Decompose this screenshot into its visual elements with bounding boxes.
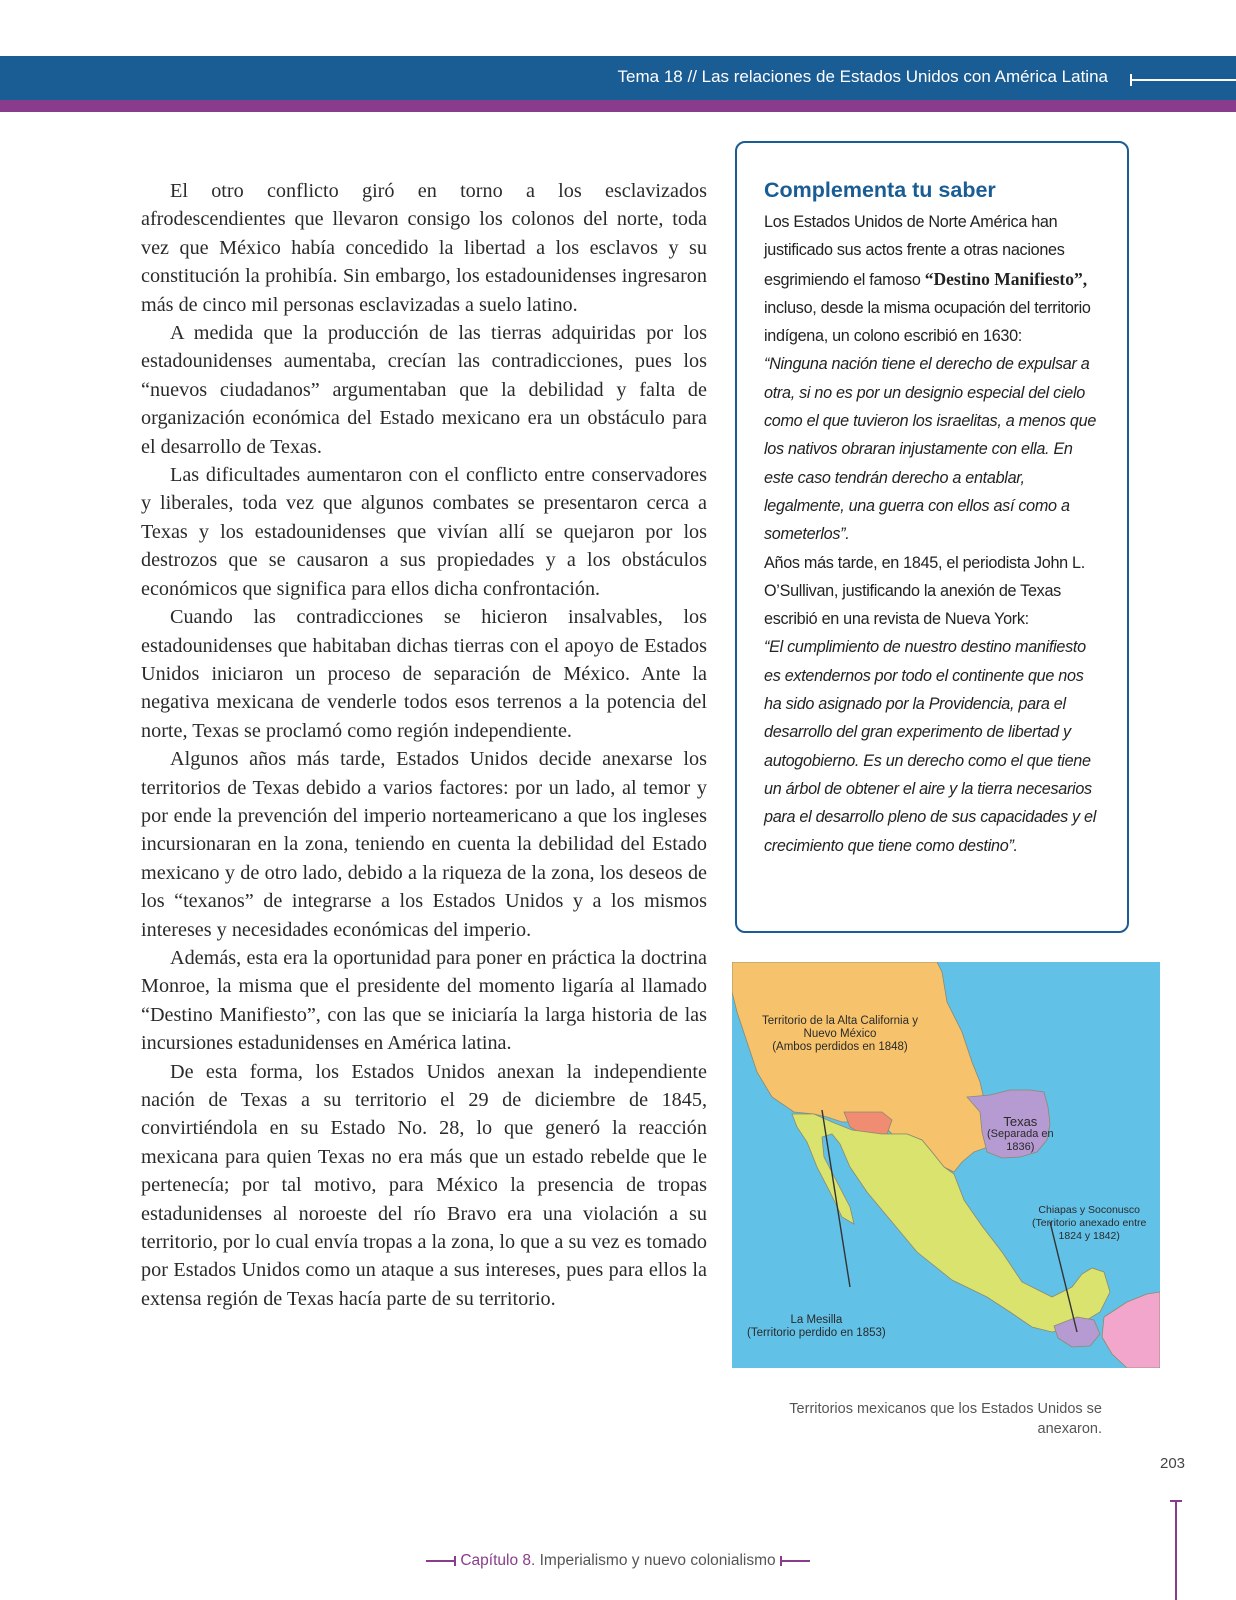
map-label-line: (Ambos perdidos en 1848)	[772, 1041, 908, 1053]
sidebar-quote-1630: “Ninguna nación tiene el derecho de expulsar a otra, si no es por un designio especial del cielo como el que tuvieron los israelitas, a menos que los nativos obraran injustamente con ella. En este caso tendrán derecho a entablar, legalmente, una guerra con ellos así como a someterlos”.	[764, 355, 1097, 544]
map-label-line: 1836)	[1006, 1141, 1035, 1153]
footer-chapter: Capítulo 8.	[460, 1552, 536, 1569]
body-paragraph: Además, esta era la oportunidad para poner en práctica la doctrina Monroe, la misma que el presidente del momento ligaría al llamado “Destino Manifiesto”, con las que se iniciaría la larga historia de las incursiones estadunidenses en América latina.	[141, 946, 707, 1055]
map-label-line: Nuevo México	[803, 1028, 877, 1040]
sidebar-middle-text: Años más tarde, en 1845, el periodista John L. O’Sullivan, justificando la anexión de Texas escribió en una revista de Nueva York:	[764, 553, 1085, 629]
figure-caption: Territorios mexicanos que los Estados Unidos se anexaron.	[789, 1401, 1102, 1437]
body-paragraph: De esta forma, los Estados Unidos anexan la independiente nación de Texas a su territorio el 29 de diciembre de 1845, convirtiéndola en su Estado No. 28, lo que generó la reacción mexicana para quien Texas no era más que un estado rebelde que le pertenecía; por tal motivo, para México la presencia de tropas estadunidenses al noroeste del río Bravo era una violación a su territorio, por lo cual envía tropas a la zona, lo que a su vez es tomado por Estados Unidos como un ataque a sus intereses, pues para ellos la extensa región de Texas hacía parte de su territorio.	[141, 1060, 707, 1310]
map-label-line: (Separada en	[987, 1128, 1054, 1140]
sidebar-intro-text-2: incluso, desde la misma ocupación del territorio indígena, un colono escribió en 1630:	[764, 298, 1091, 346]
footer-rule-right	[780, 1560, 810, 1562]
map-label-line: Texas	[1003, 1114, 1038, 1129]
map-label-line: La Mesilla	[790, 1314, 843, 1326]
map-label-line: (Territorio perdido en 1853)	[747, 1327, 886, 1339]
header-stripe	[0, 100, 1236, 112]
page-number: 203	[1160, 1455, 1186, 1472]
map-label-chiapas	[1032, 1204, 1146, 1243]
complementa-tu-saber-box	[735, 141, 1129, 933]
sidebar-intro-text: Los Estados Unidos de Norte América han justificado sus actos frente a otras naciones esgrimiendo el famoso	[764, 213, 1065, 289]
body-paragraph: Las dificultades aumentaron con el conflicto entre conservadores y liberales, toda vez que algunos combates se presentaron cerca a Texas y los estadounidenses que vivían allí se quejaron por los destrozos que se causaron a sus propiedades y a los obstáculos económicos que significa para ellos dicha confrontación.	[141, 464, 707, 600]
page-footer	[0, 1552, 1236, 1570]
map-label-la-mesilla	[747, 1314, 886, 1340]
body-paragraph: Algunos años más tarde, Estados Unidos decide anexarse los territorios de Texas debido a varios factores: por un lado, al temor y por ende la prevención del imperio norteamericano a que los ingleses incursionaran en la zona, teniendo en cuenta la debilidad del Estado mexicano y de otro lado, debido a la riqueza de la zona, los deseos de los “texanos” de integrarse a los Estados Unidos y a los mismos intereses y necesidades económicas del imperio.	[141, 748, 707, 941]
body-paragraph: A medida que la producción de las tierras adquiridas por los estadounidenses aumentaba, crecían las contradicciones, pues los “nuevos ciudadanos” argumentaban que la debilidad y falta de organización económica del Estado mexicano era un obstáculo para el desarrollo de Texas.	[141, 322, 707, 458]
map-label-line: 1824 y 1842)	[1058, 1230, 1120, 1242]
main-text-column	[141, 177, 707, 1313]
sidebar-intro	[764, 208, 1105, 350]
map-label-line: Chiapas y Soconusco	[1038, 1204, 1140, 1216]
body-paragraph: Cuando las contradicciones se hicieron insalvables, los estadounidenses que habitaban dichas tierras con el apoyo de Estados Unidos iniciaron un proceso de separación de México. Ante la negativa mexicana de venderle todos esos terrenos a la potencia del norte, Texas se proclamó como región independiente.	[141, 606, 707, 742]
map-label-line: Territorio de la Alta California y	[762, 1015, 918, 1027]
map-label-texas	[987, 1115, 1054, 1154]
territories-map	[732, 962, 1160, 1368]
sidebar-body	[764, 208, 1105, 860]
sidebar-title: Complementa tu saber	[764, 178, 996, 202]
sidebar-destino-manifiesto: “Destino Manifiesto”,	[924, 268, 1088, 289]
footer-rule-left	[426, 1560, 456, 1562]
map-label-line: (Territorio anexado entre	[1032, 1217, 1147, 1229]
map-label-alta-california	[762, 1015, 918, 1054]
sidebar-quote-osullivan: “El cumplimiento de nuestro destino manifiesto es extendernos por todo el continente que nos ha sido asignado por la Providencia, para el desarrollo del gran experimento de libertad y autogobierno. Es un derecho como el que tiene un árbol de obtener el aire y la tierra necesarios para el desarrollo pleno de sus capacidades y el crecimiento que tiene como destino”.	[764, 638, 1097, 855]
footer-topic: Imperialismo y nuevo colonialismo	[539, 1552, 776, 1569]
body-paragraph: El otro conflicto giró en torno a los esclavizados afrodescendientes que llevaron consigo los colonos del norte, toda vez que México había concedido la libertad a los esclavos y su constitución la prohibía. Sin embargo, los estadounidenses ingresaron más de cinco mil personas esclavizadas a suelo latino.	[141, 180, 707, 316]
side-rule	[1175, 1500, 1177, 1600]
page-header-title: Tema 18 // Las relaciones de Estados Unidos con América Latina	[617, 67, 1108, 86]
header-rule	[1132, 79, 1236, 81]
